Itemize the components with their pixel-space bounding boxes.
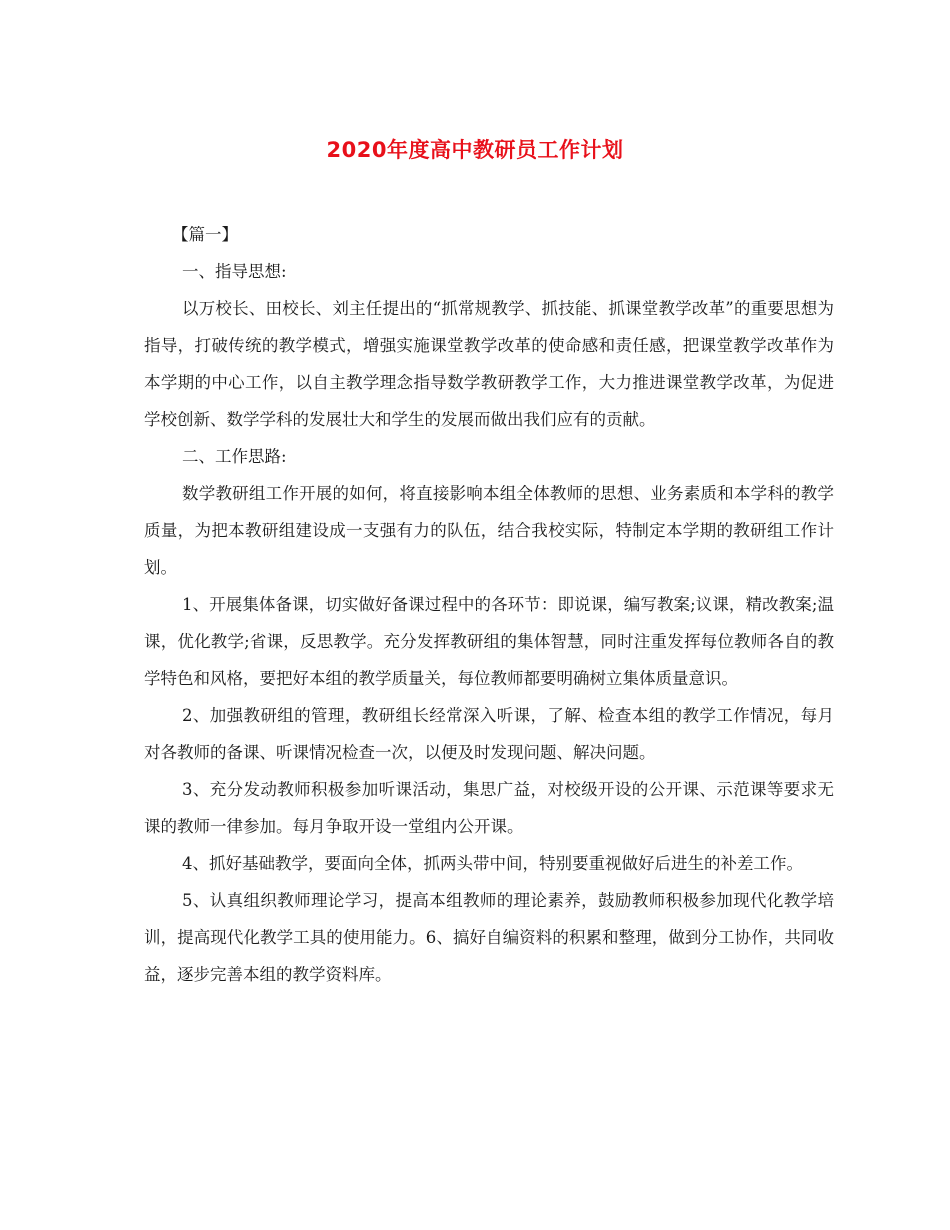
heading-work-ideas: 二、工作思路: (182, 447, 287, 466)
document-title: 2020年度高中教研员工作计划 (326, 138, 624, 162)
section-marker: 【篇一】 (172, 225, 238, 244)
heading-guiding-ideology: 一、指导思想: (182, 262, 287, 281)
document-body (144, 216, 834, 993)
paragraph-item-5-6: 5、认真组织教师理论学习，提高本组教师的理论素养，鼓励教师积极参加现代化教学培训，提高现代化教学工具的使用能力。6、搞好自编资料的积累和整理，做到分工协作，共同收益，逐步完善本组的教学资料库。 (144, 891, 834, 984)
paragraph-work-ideas: 数学教研组工作开展的如何，将直接影响本组全体教师的思想、业务素质和本学科的教学质量，为把本教研组建设成一支强有力的队伍，结合我校实际，特制定本学期的教研组工作计划。 (144, 484, 834, 577)
paragraph-item-3: 3、充分发动教师积极参加听课活动，集思广益，对校级开设的公开课、示范课等要求无课的教师一律参加。每月争取开设一堂组内公开课。 (144, 780, 834, 836)
paragraph-item-4: 4、抓好基础教学，要面向全体，抓两头带中间，特别要重视做好后进生的补差工作。 (182, 854, 803, 873)
paragraph-item-2: 2、加强教研组的管理，教研组长经常深入听课，了解、检查本组的教学工作情况，每月对各教师的备课、听课情况检查一次，以便及时发现问题、解决问题。 (144, 706, 834, 762)
paragraph-item-1: 1、开展集体备课，切实做好备课过程中的各环节：即说课，编写教案;议课，精改教案;温课，优化教学;省课，反思教学。充分发挥教研组的集体智慧，同时注重发挥每位教师各自的教学特色和风格，要把好本组的教学质量关，每位教师都要明确树立集体质量意识。 (144, 595, 834, 688)
paragraph-guiding-ideology: 以万校长、田校长、刘主任提出的“抓常规教学、抓技能、抓课堂教学改革”的重要思想为指导，打破传统的教学模式，增强实施课堂教学改革的使命感和责任感，把课堂教学改革作为本学期的中心工作，以自主教学理念指导数学教研教学工作，大力推进课堂教学改革，为促进学校创新、数学学科的发展壮大和学生的发展而做出我们应有的贡献。 (144, 299, 834, 429)
